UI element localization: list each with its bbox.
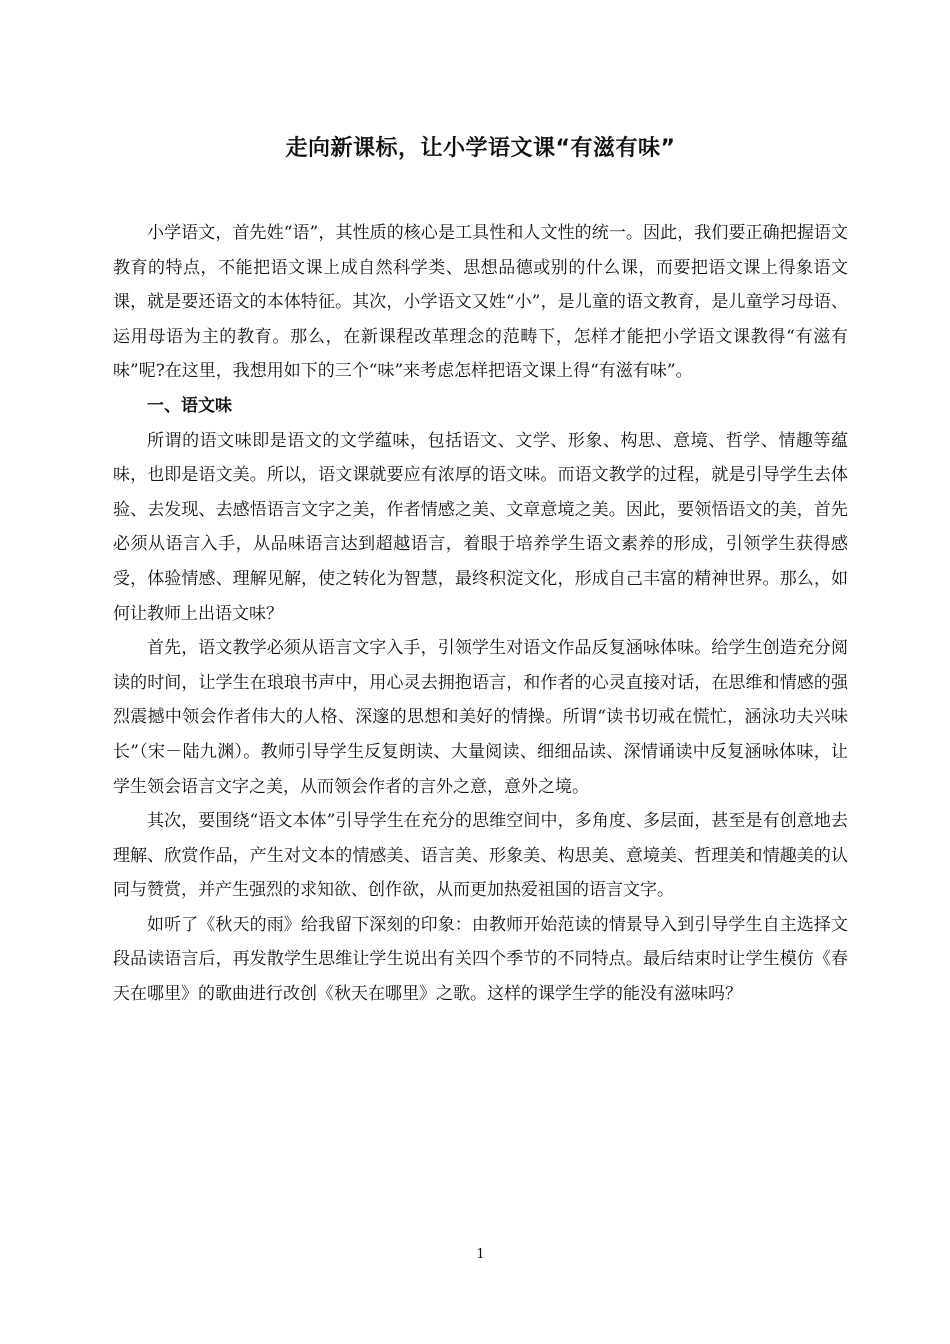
section-paragraph-2: 首先，语文教学必须从语言文字入手，引领学生对语文作品反复涵咏体味。给学生创造充分阅读的时间，让学生在琅琅书声中，用心灵去拥抱语言，和作者的心灵直接对话，在思维和情感的强烈震撼中领会作者伟大的人格、深邃的思想和美好的情操。所谓“读书切戒在慌忙，涵泳功夫兴味长”（宋－陆九渊）。教师引导学生反复朗读、大量阅读、细细品读、深情诵读中反复涵咏体味，让学生领会语言文字之美，从而领会作者的言外之意，意外之境。 (113, 638, 848, 797)
section-paragraph-3: 其次，要围绕“语文本体”引导学生在充分的思维空间中，多角度、多层面，甚至是有创意地去理解、欣赏作品，产生对文本的情感美、语言美、形象美、构思美、意境美、哲理美和情趣美的认同与赞赏，并产生强烈的求知欲、创作欲，从而更加热爱祖国的语言文字。 (113, 811, 848, 901)
document-body (113, 216, 848, 1012)
section-heading: 一、语文味 (147, 395, 232, 416)
document-title: 走向新课标，让小学语文课“有滋有味” (285, 136, 676, 161)
document-page (113, 0, 848, 1344)
page-number: 1 (476, 1247, 485, 1262)
intro-paragraph: 小学语文，首先姓“语”，其性质的核心是工具性和人文性的统一。因此，我们要正确把握语文教育的特点，不能把语文课上成自然科学类、思想品德或别的什么课，而要把语文课上得象语文课，就是要还语文的本体特征。其次，小学语文又姓“小”，是儿童的语文教育，是儿童学习母语、运用母语为主的教育。那么，在新课程改革理念的范畴下，怎样才能把小学语文课教得“有滋有味”呢?在这里，我想用如下的三个“味”来考虑怎样把语文课上得“有滋有味”。 (113, 223, 848, 382)
section-paragraph-4: 如听了《秋天的雨》给我留下深刻的印象：由教师开始范读的情景导入到引导学生自主选择文段品读语言后，再发散学生思维让学生说出有关四个季节的不同特点。最后结束时让学生模仿《春天在哪里》的歌曲进行改创《秋天在哪里》之歌。这样的课学生学的能没有滋味吗？ (113, 914, 848, 1005)
section-paragraph-1: 所谓的语文味即是语文的文学蕴味，包括语文、文学、形象、构思、意境、哲学、情趣等蕴味，也即是语文美。所以，语文课就要应有浓厚的语文味。而语文教学的过程，就是引导学生去体验、去发现、去感悟语言文字之美，作者情感之美、文章意境之美。因此，要领悟语文的美，首先必须从语言入手，从品味语言达到超越语言，着眼于培养学生语文素养的形成，引领学生获得感受，体验情感、理解见解，使之转化为智慧，最终积淀文化，形成自己丰富的精神世界。那么，如何让教师上出语文味？ (113, 430, 848, 624)
